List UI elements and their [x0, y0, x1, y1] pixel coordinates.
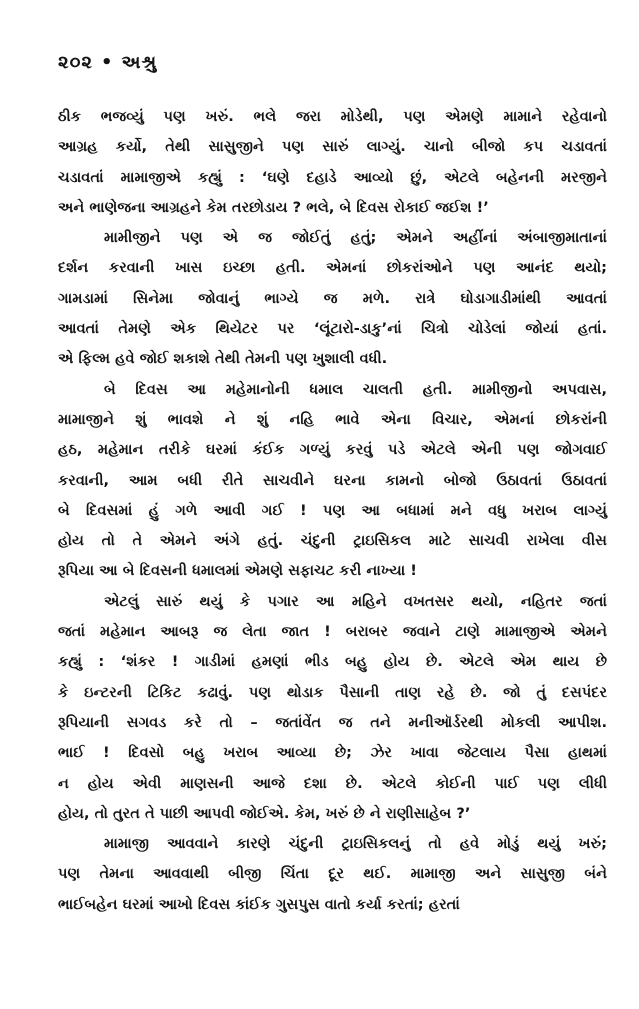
text-line: એ ફિલ્મ હવે જોઈ શકાશે તેથી તેમની પણ ખુશાલી વધી.: [58, 350, 388, 368]
text-line: રૂપિયાની સગવડ કરે તો – જતાંવેંત જ તને મનીઑર્ડરથી મોકલી આપીશ.: [58, 713, 607, 731]
text-line: બે દિવસ આ મહેમાનોની ધમાલ ચાલતી હતી. મામીજીનો અપવાસ,: [104, 380, 607, 398]
text-line: મામાજી આવવાને કારણે ચંદુની ટ્રાઇસિકલનું તો હવે મોડું થયું ખરું;: [104, 835, 607, 853]
text-line: રૂપિયા આ બે દિવસની ધમાલમાં એમણે સફાચટ કરી નાખ્યા !: [58, 562, 417, 580]
header-separator: •: [100, 52, 114, 73]
text-line: બે દિવસમાં હું ગળે આવી ગઈ ! પણ આ બધામાં મને વધુ ખરાબ લાગ્યું: [58, 501, 607, 519]
text-line: પણ તેમના આવવાથી બીજી ચિંતા દૂર થઈ. મામાજી અને સાસુજી બંને: [58, 865, 607, 883]
text-line: મામાજીને શું ભાવશે ને શું નહિ ભાવે એના વિચાર, એમનાં છોકરાંની: [58, 410, 607, 428]
text-line: ગામડામાં સિનેમા જોવાનું ભાગ્યે જ મળે. રાત્રે ઘોડાગાડીમાંથી આવતાં: [58, 289, 607, 307]
text-line: હોય, તો તુરત તે પાછી આપવી જોઈએ. કેમ, ખરું છે ને રાણીસાહેબ ?’: [58, 804, 471, 822]
text-line: ન હોય એવી માણસની આજે દશા છે. એટલે કોઈની પાઈ પણ લીધી: [58, 774, 607, 792]
text-line: ભાઈ ! દિવસો બહુ ખરાબ આવ્યા છે; ઝેર ખાવા જેટલાય પૈસા હાથમાં: [58, 744, 607, 762]
text-line: ઠીક ભજવ્યું પણ ખરું. ભલે જરા મોડેથી, પણ એમણે મામાને રહેવાનો: [58, 108, 607, 125]
text-line: કહ્યું : ‘શંકર ! ગાડીમાં હમણાં ભીડ બહુ હોય છે. એટલે એમ થાય છે: [58, 653, 607, 671]
running-head: [58, 52, 607, 82]
paragraph: [58, 829, 607, 920]
text-line: આગ્રહ કર્યો, તેથી સાસુજીને પણ સારું લાગ્યું. ચાનો બીજો કપ ચડાવતાં: [58, 138, 607, 156]
text-line: એટલું સારું થયું કે પગાર આ મહિને વખતસર થયો, નહિતર જતાં: [104, 592, 607, 610]
book-title: અશ્રુ: [121, 52, 158, 73]
text-line: મામીજીને પણ એ જ જોઈતું હતું; એમને અહીંનાં અંબાજીમાતાનાં: [104, 229, 607, 247]
body-text: [58, 102, 607, 920]
text-line: આવતાં તેમણે એક થિયેટર પર ‘લૂંટારો-ડાકુ’નાં ચિત્રો ચોડેલાં જોયાં હતાં.: [58, 320, 607, 338]
text-line: ચડાવતાં મામાજીએ કહ્યું : ‘ઘણે દહાડે આવ્યો છું, એટલે બહેનની મરજીને: [58, 168, 607, 186]
text-line: ભાઈબહેન ઘરમાં આખો દિવસ કાંઈક ગુસપુસ વાતો કર્યા કરતાં; હરતાં: [58, 895, 460, 913]
paragraph: [58, 375, 607, 587]
text-line: દર્શન કરવાની ખાસ ઇચ્છા હતી. એમનાં છોકરાંઓને પણ આનંદ થયો;: [58, 259, 607, 277]
text-line: જતાં મહેમાન આબરૂ જ લેતા જાત ! બરાબર જવાને ટાણે મામાજીએ એમને: [58, 623, 607, 641]
text-line: અને ભાણેજના આગ્રહને કેમ તરછોડાય ? ભલે, બે દિવસ રોકાઈ જઈશ !’: [58, 198, 489, 216]
paragraph: [58, 587, 607, 829]
text-line: કરવાની, આમ બધી રીતે સાચવીને ઘરના કામનો બોજો ઉઠાવતાં ઉઠાવતાં: [58, 471, 607, 489]
paragraph: [58, 102, 607, 223]
text-line: કે ઇન્ટરની ટિકિટ કઢાવું. પણ થોડાક પૈસાની તાણ રહે છે. જો તું દસપંદર: [58, 683, 607, 701]
text-line: હઠ, મહેમાન તરીકે ઘરમાં કંઈક ગળ્યું કરવું પડે એટલે એની પણ જોગવાઈ: [58, 441, 607, 459]
paragraph: [58, 223, 607, 374]
page-number: ૨૦૨: [58, 52, 93, 73]
text-line: હોય તો તે એમને અંગે હતું. ચંદુની ટ્રાઇસિકલ માટે સાચવી રાખેલા વીસ: [58, 532, 607, 550]
